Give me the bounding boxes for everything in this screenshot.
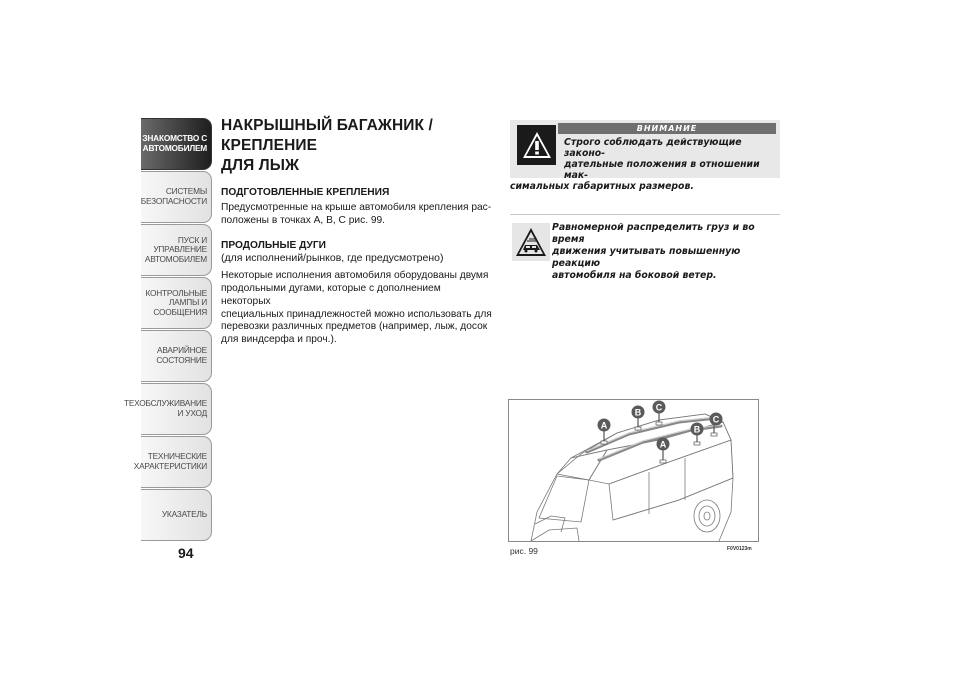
tab-warning-lights[interactable]: КОНТРОЛЬНЫЕ ЛАМПЫ И СООБЩЕНИЯ — [141, 277, 212, 329]
warning-text — [510, 137, 778, 192]
warning-line: симальных габаритных размеров. — [510, 181, 694, 192]
svg-text:B: B — [634, 407, 642, 418]
figure-roof-anchor-points — [508, 399, 759, 542]
marker-c2 — [710, 413, 723, 426]
section1-heading: ПОДГОТОВЛЕННЫЕ КРЕПЛЕНИЯ — [221, 187, 390, 198]
page-title-line1: НАКРЫШНЫЙ БАГАЖНИК / КРЕПЛЕНИЕ — [221, 117, 433, 154]
section2-line: продольными дугами, которые с дополнением некоторых — [221, 283, 441, 307]
marker-b2 — [691, 423, 704, 436]
tab-safety[interactable]: СИСТЕМЫ БЕЗОПАСНОСТИ — [141, 171, 212, 223]
section2-subheading: (для исполнений/рынков, где предусмотрено) — [221, 252, 444, 265]
tab-emergency[interactable]: АВАРИЙНОЕ СОСТОЯНИЕ — [141, 330, 212, 382]
note-box — [510, 214, 780, 281]
warning-box — [510, 120, 780, 192]
svg-text:C: C — [655, 402, 663, 413]
tab-intro[interactable]: ЗНАКОМСТВО С АВТОМОБИЛЕМ — [141, 118, 212, 170]
note-line: движения учитывать повышенную реакцию — [552, 246, 741, 269]
marker-a2 — [657, 438, 670, 451]
section2-line: Некоторые исполнения автомобиля оборудованы двумя — [221, 270, 489, 282]
marker-a1 — [598, 419, 611, 432]
svg-text:C: C — [712, 414, 720, 425]
tab-index[interactable]: УКАЗАТЕЛЬ — [141, 489, 212, 541]
svg-text:A: A — [659, 439, 667, 450]
section2-heading: ПРОДОЛЬНЫЕ ДУГИ — [221, 240, 326, 252]
car-wind-icon — [512, 223, 550, 261]
note-line: автомобиля на боковой ветер. — [552, 270, 717, 281]
section2-line: перевозки различных предметов (например, лыж, досок — [221, 321, 488, 333]
section1-text-line2: положены в точках А, B, C рис. 99. — [221, 214, 386, 226]
svg-text:B: B — [693, 424, 701, 435]
marker-b1 — [632, 406, 645, 419]
warning-line: дательные положения в отношении мак- — [564, 159, 760, 181]
page-number: 94 — [178, 545, 194, 561]
note-line: Равномерной распределить груз и во время — [552, 222, 755, 245]
page-title-line2: ДЛЯ ЛЫЖ — [221, 157, 300, 174]
car-illustration — [509, 400, 758, 541]
figure-code: F0V0123m — [727, 546, 752, 552]
svg-text:A: A — [600, 420, 608, 431]
section2-line: специальных принадлежностей можно использовать для — [221, 308, 492, 320]
tab-driving[interactable]: ПУСК И УПРАВЛЕНИЕ АВТОМОБИЛЕМ — [141, 224, 212, 276]
warning-banner: ВНИМАНИЕ — [558, 123, 776, 134]
section2-line: для виндсерфа и проч.). — [221, 333, 337, 345]
marker-c1 — [653, 401, 666, 414]
tab-maintenance[interactable]: ТЕХОБСЛУЖИВАНИЕ И УХОД — [141, 383, 212, 435]
section1-text-line1: Предусмотренные на крыше автомобиля крепления рас- — [221, 202, 492, 213]
warning-line: Строго соблюдать действующие законо- — [564, 137, 742, 159]
note-text — [552, 222, 780, 282]
tab-specs[interactable]: ТЕХНИЧЕСКИЕ ХАРАКТЕРИСТИКИ — [141, 436, 212, 488]
figure-caption: рис. 99 — [510, 546, 538, 556]
main-text-column — [221, 116, 493, 347]
